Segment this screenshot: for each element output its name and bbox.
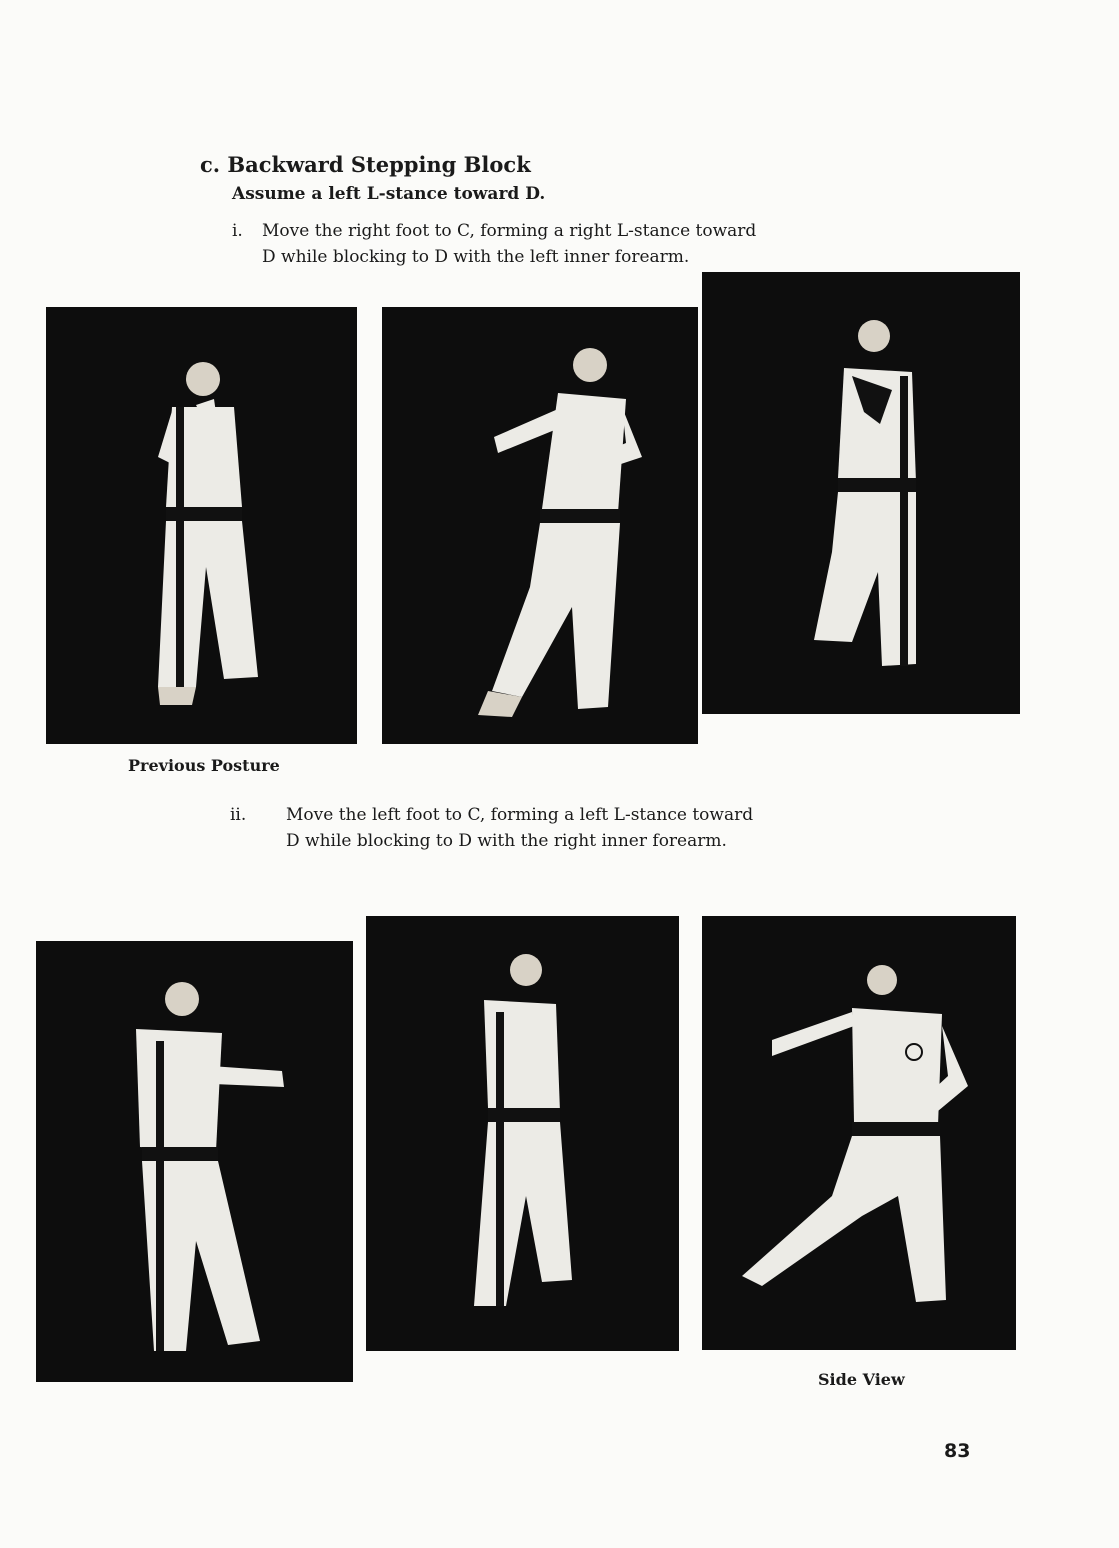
photo-step-2-first [36, 941, 353, 1382]
step-1-line-1: Move the right foot to C, forming a right L-stance toward [262, 221, 757, 241]
figure-block-front [382, 307, 698, 744]
section-heading: c. Backward Stepping Block [200, 152, 531, 177]
figure-front-stance [46, 307, 357, 744]
page-number: 83 [944, 1440, 971, 1462]
figure-l-stance-2 [366, 916, 679, 1351]
photo-step-1-third [702, 272, 1020, 714]
caption-previous-posture: Previous Posture [128, 756, 280, 775]
figure-l-stance [702, 272, 1020, 714]
step-2-line-2: D while blocking to D with the right inner forearm. [286, 831, 727, 851]
step-1-text [262, 218, 756, 270]
figure-side-view [702, 916, 1016, 1350]
step-2-number: ii. [230, 805, 247, 825]
step-1-number: i. [232, 221, 243, 241]
photo-side-view [702, 916, 1016, 1350]
step-2-text [286, 802, 753, 854]
photo-step-2-second [366, 916, 679, 1351]
figure-block-front-2 [36, 941, 353, 1382]
section-subheading: Assume a left L-stance toward D. [232, 184, 546, 204]
step-2-line-1: Move the left foot to C, forming a left L-stance toward [286, 805, 754, 825]
step-1-line-2: D while blocking to D with the left inner forearm. [262, 247, 690, 267]
caption-side-view: Side View [818, 1370, 905, 1389]
photo-previous-posture [46, 307, 357, 744]
photo-step-1-front [382, 307, 698, 744]
